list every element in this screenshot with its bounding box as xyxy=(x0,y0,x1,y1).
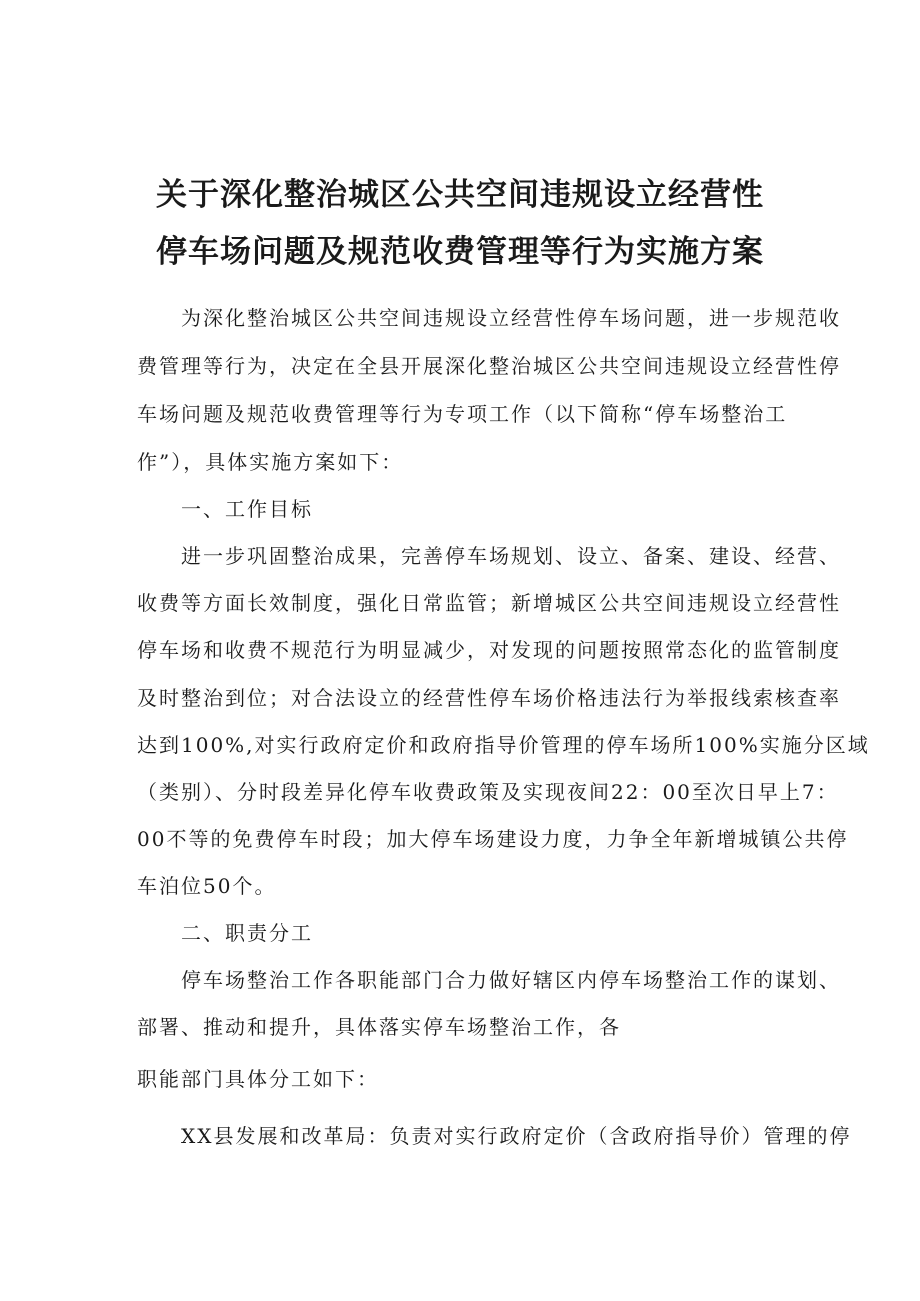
section-1-line-4: 及时整治到位；对合法设立的经营性停车场价格违法行为举报线索核查率 xyxy=(137,686,841,710)
section-1-line-8: 车泊位50个。 xyxy=(137,874,277,898)
intro-line-1: 为深化整治城区公共空间违规设立经营性停车场问题，进一步规范收 xyxy=(181,306,841,330)
document-title-line-1: 关于深化整治城区公共空间违规设立经营性 xyxy=(156,177,764,213)
section-2-line-4: XX县发展和改革局：负责对实行政府定价（含政府指导价）管理的停 xyxy=(181,1124,852,1148)
section-1-line-5: 达到100%,对实行政府定价和政府指导价管理的停车场所100%实施分区域 xyxy=(137,733,870,757)
section-2-line-3: 职能部门具体分工如下： xyxy=(137,1067,379,1091)
intro-line-3: 车场问题及规范收费管理等行为专项工作（以下简称“停车场整治工 xyxy=(137,402,788,426)
section-1-line-2: 收费等方面长效制度，强化日常监管；新增城区公共空间违规设立经营性 xyxy=(137,591,841,615)
intro-line-2: 费管理等行为，决定在全县开展深化整治城区公共空间违规设立经营性停 xyxy=(137,354,841,378)
section-1-line-7: 00不等的免费停车时段；加大停车场建设力度，力争全年新增城镇公共停 xyxy=(137,827,849,851)
section-1-line-3: 停车场和收费不规范行为明显减少，对发现的问题按照常态化的监管制度 xyxy=(137,638,841,662)
section-2-line-2: 部署、推动和提升，具体落实停车场整治工作，各 xyxy=(137,1015,621,1039)
intro-line-4: 作”），具体实施方案如下： xyxy=(137,450,404,474)
section-1-heading: 一、工作目标 xyxy=(181,497,313,521)
section-2-line-1: 停车场整治工作各职能部门合力做好辖区内停车场整治工作的谋划、 xyxy=(181,968,841,992)
section-1-line-1: 进一步巩固整治成果，完善停车场规划、设立、备案、建设、经营、 xyxy=(181,544,841,568)
document-title-line-2: 停车场问题及规范收费管理等行为实施方案 xyxy=(156,234,764,270)
section-1-line-6: （类别）、分时段差异化停车收费政策及实现夜间22：00至次日早上7： xyxy=(137,780,839,804)
section-2-heading: 二、职责分工 xyxy=(181,921,313,945)
